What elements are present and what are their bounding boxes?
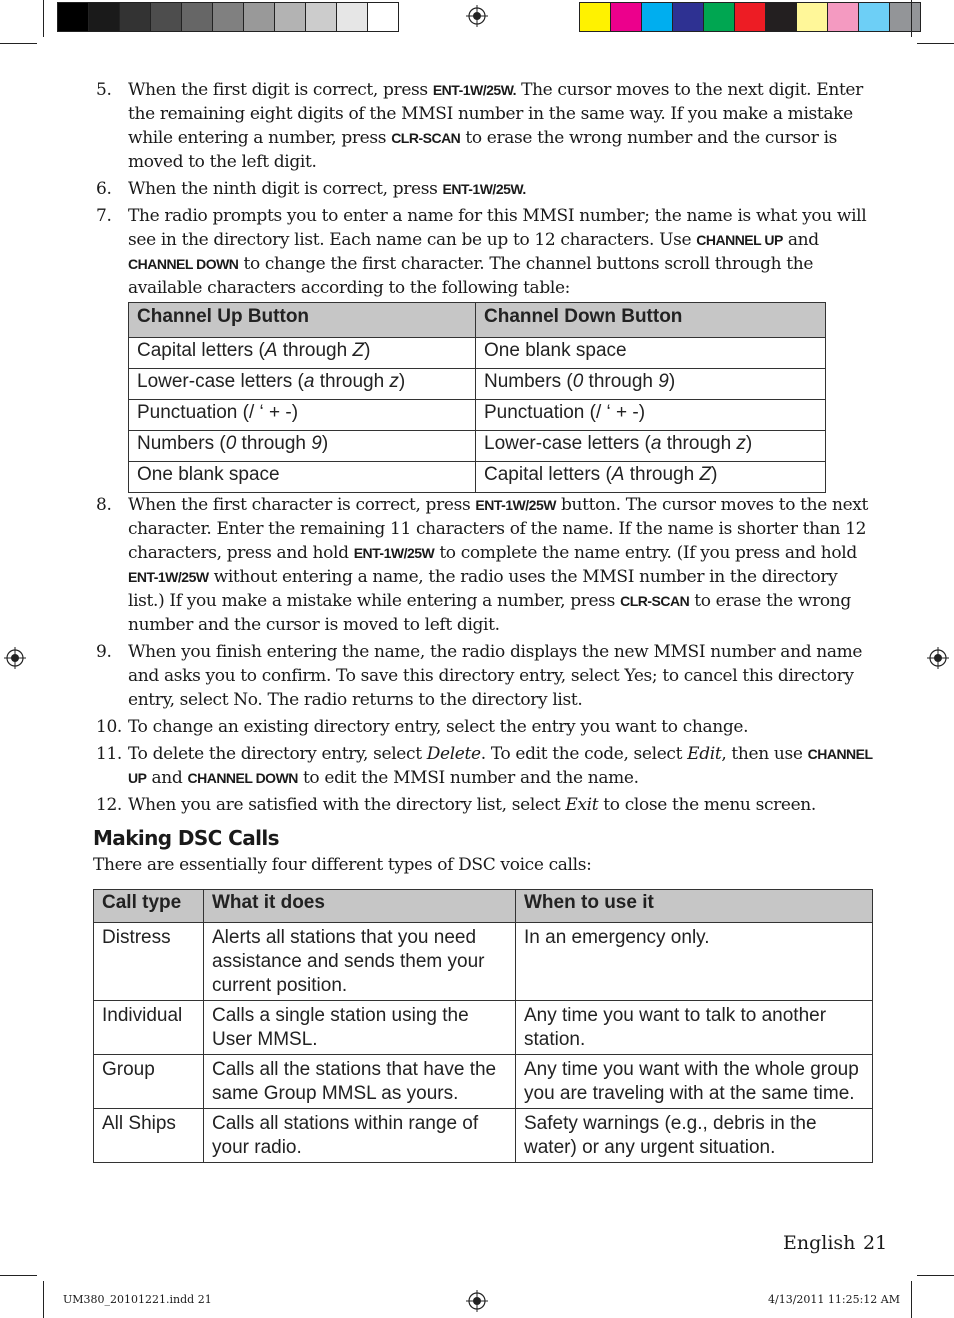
text-run: The cursor moves to the next digit. Enter the remaining eight digits of the MMSI number in the same way. If you make a mistake while entering a number, press [128,80,863,148]
table-cell [476,338,826,369]
text-run: and [782,230,819,250]
slug-timestamp: 4/13/2011 11:25:12 AM [768,1293,901,1306]
registration-mark-icon [927,647,949,669]
color-swatch [151,3,182,31]
emphasis-text: 0 [572,371,584,392]
steps-list-part-2 [96,493,876,820]
call-type-cell: Group [94,1055,204,1109]
button-key-label: CHANNEL UP [128,746,873,786]
color-swatch [766,3,797,31]
text-run: Capital letters ( [137,340,265,361]
color-swatch [580,3,611,31]
text-run: To delete the directory entry, select [128,744,427,764]
column-header: When to use it [516,890,873,923]
button-key-label: CHANNEL DOWN [187,770,298,786]
color-swatch [828,3,859,31]
text-run: without entering a name, the radio uses the MMSI number in the directory list.) If you make a mistake while entering a number, press [128,567,838,611]
color-swatch [275,3,306,31]
table-header-row [94,890,873,923]
button-key-label: CLR-SCAN [620,593,690,609]
list-item [96,493,876,637]
column-header: Call type [94,890,204,923]
page-number: 21 [863,1232,888,1254]
table-cell [476,400,826,431]
emphasis-text: Delete [426,744,481,764]
column-header: Channel Down Button [476,303,826,338]
color-swatch [642,3,673,31]
table-row [94,1001,873,1055]
emphasis-text: a [303,371,315,392]
emphasis-text: 9 [658,371,669,392]
table-row [94,923,873,1001]
crop-mark [917,43,954,44]
crop-mark [0,1275,37,1276]
text-run: ) [321,433,329,454]
step-number: 12. [96,795,122,815]
grayscale-color-bar [57,2,399,32]
text-run: When the first digit is correct, press [128,80,433,100]
text-run: through [624,464,700,485]
table-row [94,1055,873,1109]
call-description-cell: Alerts all stations that you need assistance and sends them your current position. [204,923,516,1001]
step-number: 8. [96,495,112,515]
text-run: Numbers ( [484,371,573,392]
button-key-label: ENT-1W/25W. [442,181,526,197]
emphasis-text: z [389,371,399,392]
table-row [129,369,826,400]
table-cell [129,369,476,400]
list-item [96,715,876,739]
text-run: ) [398,371,406,392]
color-swatch [58,3,89,31]
text-run: Punctuation (/ ‘ + -) [137,402,299,423]
text-run: ) [364,340,371,361]
color-swatch [213,3,244,31]
text-run: Punctuation (/ ‘ + -) [484,402,646,423]
color-swatch [368,3,398,31]
dsc-call-types-table [93,889,873,1163]
table-row [129,400,826,431]
emphasis-text: Edit [687,744,722,764]
text-run: . To edit the code, select [480,744,688,764]
text-run: , then use [721,744,808,764]
text-run: ) [745,433,753,454]
emphasis-text: Exit [565,795,599,815]
step-number: 10. [96,717,122,737]
button-key-label: CHANNEL DOWN [128,256,239,272]
process-color-bar [579,2,921,32]
text-run: ) [668,371,676,392]
text-run: The radio prompts you to enter a name for this MMSI number; the name is what you will see in the directory list. Each name can be up to 12 characters. Use [128,206,867,250]
steps-list-part-1 [96,78,876,303]
button-key-label: CLR-SCAN [391,130,461,146]
crop-mark [0,43,37,44]
step-number: 11. [96,744,122,764]
call-usage-cell: Any time you want with the whole group you are traveling with at the same time. [516,1055,873,1109]
text-run: to complete the name entry. (If you press and hold [434,543,857,563]
crop-mark [43,0,44,37]
call-type-cell: Distress [94,923,204,1001]
emphasis-text: Z [352,340,365,361]
text-run: through [661,433,737,454]
button-key-label: ENT-1W/25W [353,545,435,561]
table-cell [129,431,476,462]
step-number: 5. [96,80,112,100]
color-swatch [890,3,920,31]
call-description-cell: Calls all stations within range of your radio. [204,1109,516,1163]
step-number: 7. [96,206,112,226]
emphasis-text: A [264,340,278,361]
color-swatch [735,3,766,31]
crop-mark [917,1275,954,1276]
color-swatch [611,3,642,31]
text-run: Capital letters ( [484,464,612,485]
text-run: When you are satisfied with the directory list, select [128,795,566,815]
call-usage-cell: In an emergency only. [516,923,873,1001]
text-run: and [146,768,188,788]
emphasis-text: 0 [225,433,237,454]
emphasis-text: z [736,433,746,454]
text-run: to change the first character. The channel buttons scroll through the available characters according to the following table: [128,254,814,298]
call-description-cell: Calls a single station using the User MMSL. [204,1001,516,1055]
section-intro: There are essentially four different types of DSC voice calls: [93,855,592,875]
call-description-cell: Calls all the stations that have the same Group MMSL as yours. [204,1055,516,1109]
list-item [96,204,876,300]
call-type-cell: All Ships [94,1109,204,1163]
color-swatch [306,3,337,31]
section-heading: Making DSC Calls [93,826,279,850]
button-key-label: CHANNEL UP [696,232,783,248]
table-header-row [129,303,826,338]
step-number: 6. [96,179,112,199]
text-run: Numbers ( [137,433,226,454]
button-key-label: ENT-1W/25W. [432,82,517,98]
emphasis-text: a [650,433,662,454]
list-item [96,793,876,817]
text-run: through [314,371,390,392]
text-run: through [236,433,312,454]
text-run: to edit the MMSI number and the name. [297,768,639,788]
call-usage-cell: Safety warnings (e.g., debris in the water) or any urgent situation. [516,1109,873,1163]
list-item [96,742,876,790]
color-swatch [673,3,704,31]
column-header: What it does [204,890,516,923]
emphasis-text: A [611,464,625,485]
call-usage-cell: Any time you want to talk to another station. [516,1001,873,1055]
color-swatch [859,3,890,31]
table-cell [476,462,826,493]
text-run: When the ninth digit is correct, press [128,179,443,199]
footer-language: English [783,1232,856,1254]
text-run: When you finish entering the name, the radio displays the new MMSI number and name and asks you to confirm. To save this directory entry, select Yes; to cancel this directory entry, select No. The radio returns to the directory list. [128,642,863,710]
color-swatch [797,3,828,31]
registration-mark-icon [466,1290,488,1312]
color-swatch [120,3,151,31]
text-run: through [277,340,353,361]
table-cell [129,462,476,493]
text-run: through [583,371,659,392]
table-cell [129,400,476,431]
color-swatch [89,3,120,31]
slug-filename: UM380_20101221.indd 21 [63,1293,212,1306]
text-run: ) [711,464,718,485]
table-row [94,1109,873,1163]
emphasis-text: Z [699,464,712,485]
table-row [129,338,826,369]
list-item [96,640,876,712]
text-run: Lower-case letters ( [137,371,304,392]
emphasis-text: 9 [311,433,322,454]
color-swatch [244,3,275,31]
column-header: Channel Up Button [129,303,476,338]
list-item [96,177,876,201]
text-run: To change an existing directory entry, select the entry you want to change. [128,717,749,737]
step-number: 9. [96,642,112,662]
crop-mark [911,0,912,37]
text-run: One blank space [484,340,627,361]
button-key-label: ENT-1W/25W [475,497,556,513]
table-cell [476,369,826,400]
table-row [129,431,826,462]
button-key-label: ENT-1W/25W [128,569,209,585]
text-run: When the first character is correct, press [128,495,476,515]
color-swatch [704,3,735,31]
text-run: button. The cursor moves to the next character. Enter the remaining 11 characters of the name. If the name is shorter than 12 characters, press and hold [128,495,869,563]
table-cell [476,431,826,462]
text-run: One blank space [137,464,280,485]
crop-mark [911,1281,912,1318]
table-cell [129,338,476,369]
call-type-cell: Individual [94,1001,204,1055]
text-run: to close the menu screen. [598,795,816,815]
crop-mark [43,1281,44,1318]
registration-mark-icon [4,647,26,669]
list-item [96,78,876,174]
text-run: Lower-case letters ( [484,433,651,454]
text-run: to erase the wrong number and the cursor is moved to left digit. [128,591,851,635]
text-run: to erase the wrong number and the cursor is moved to the left digit. [128,128,838,172]
registration-mark-icon [466,5,488,27]
color-swatch [337,3,368,31]
channel-character-table [128,302,826,493]
color-swatch [182,3,213,31]
table-row [129,462,826,493]
